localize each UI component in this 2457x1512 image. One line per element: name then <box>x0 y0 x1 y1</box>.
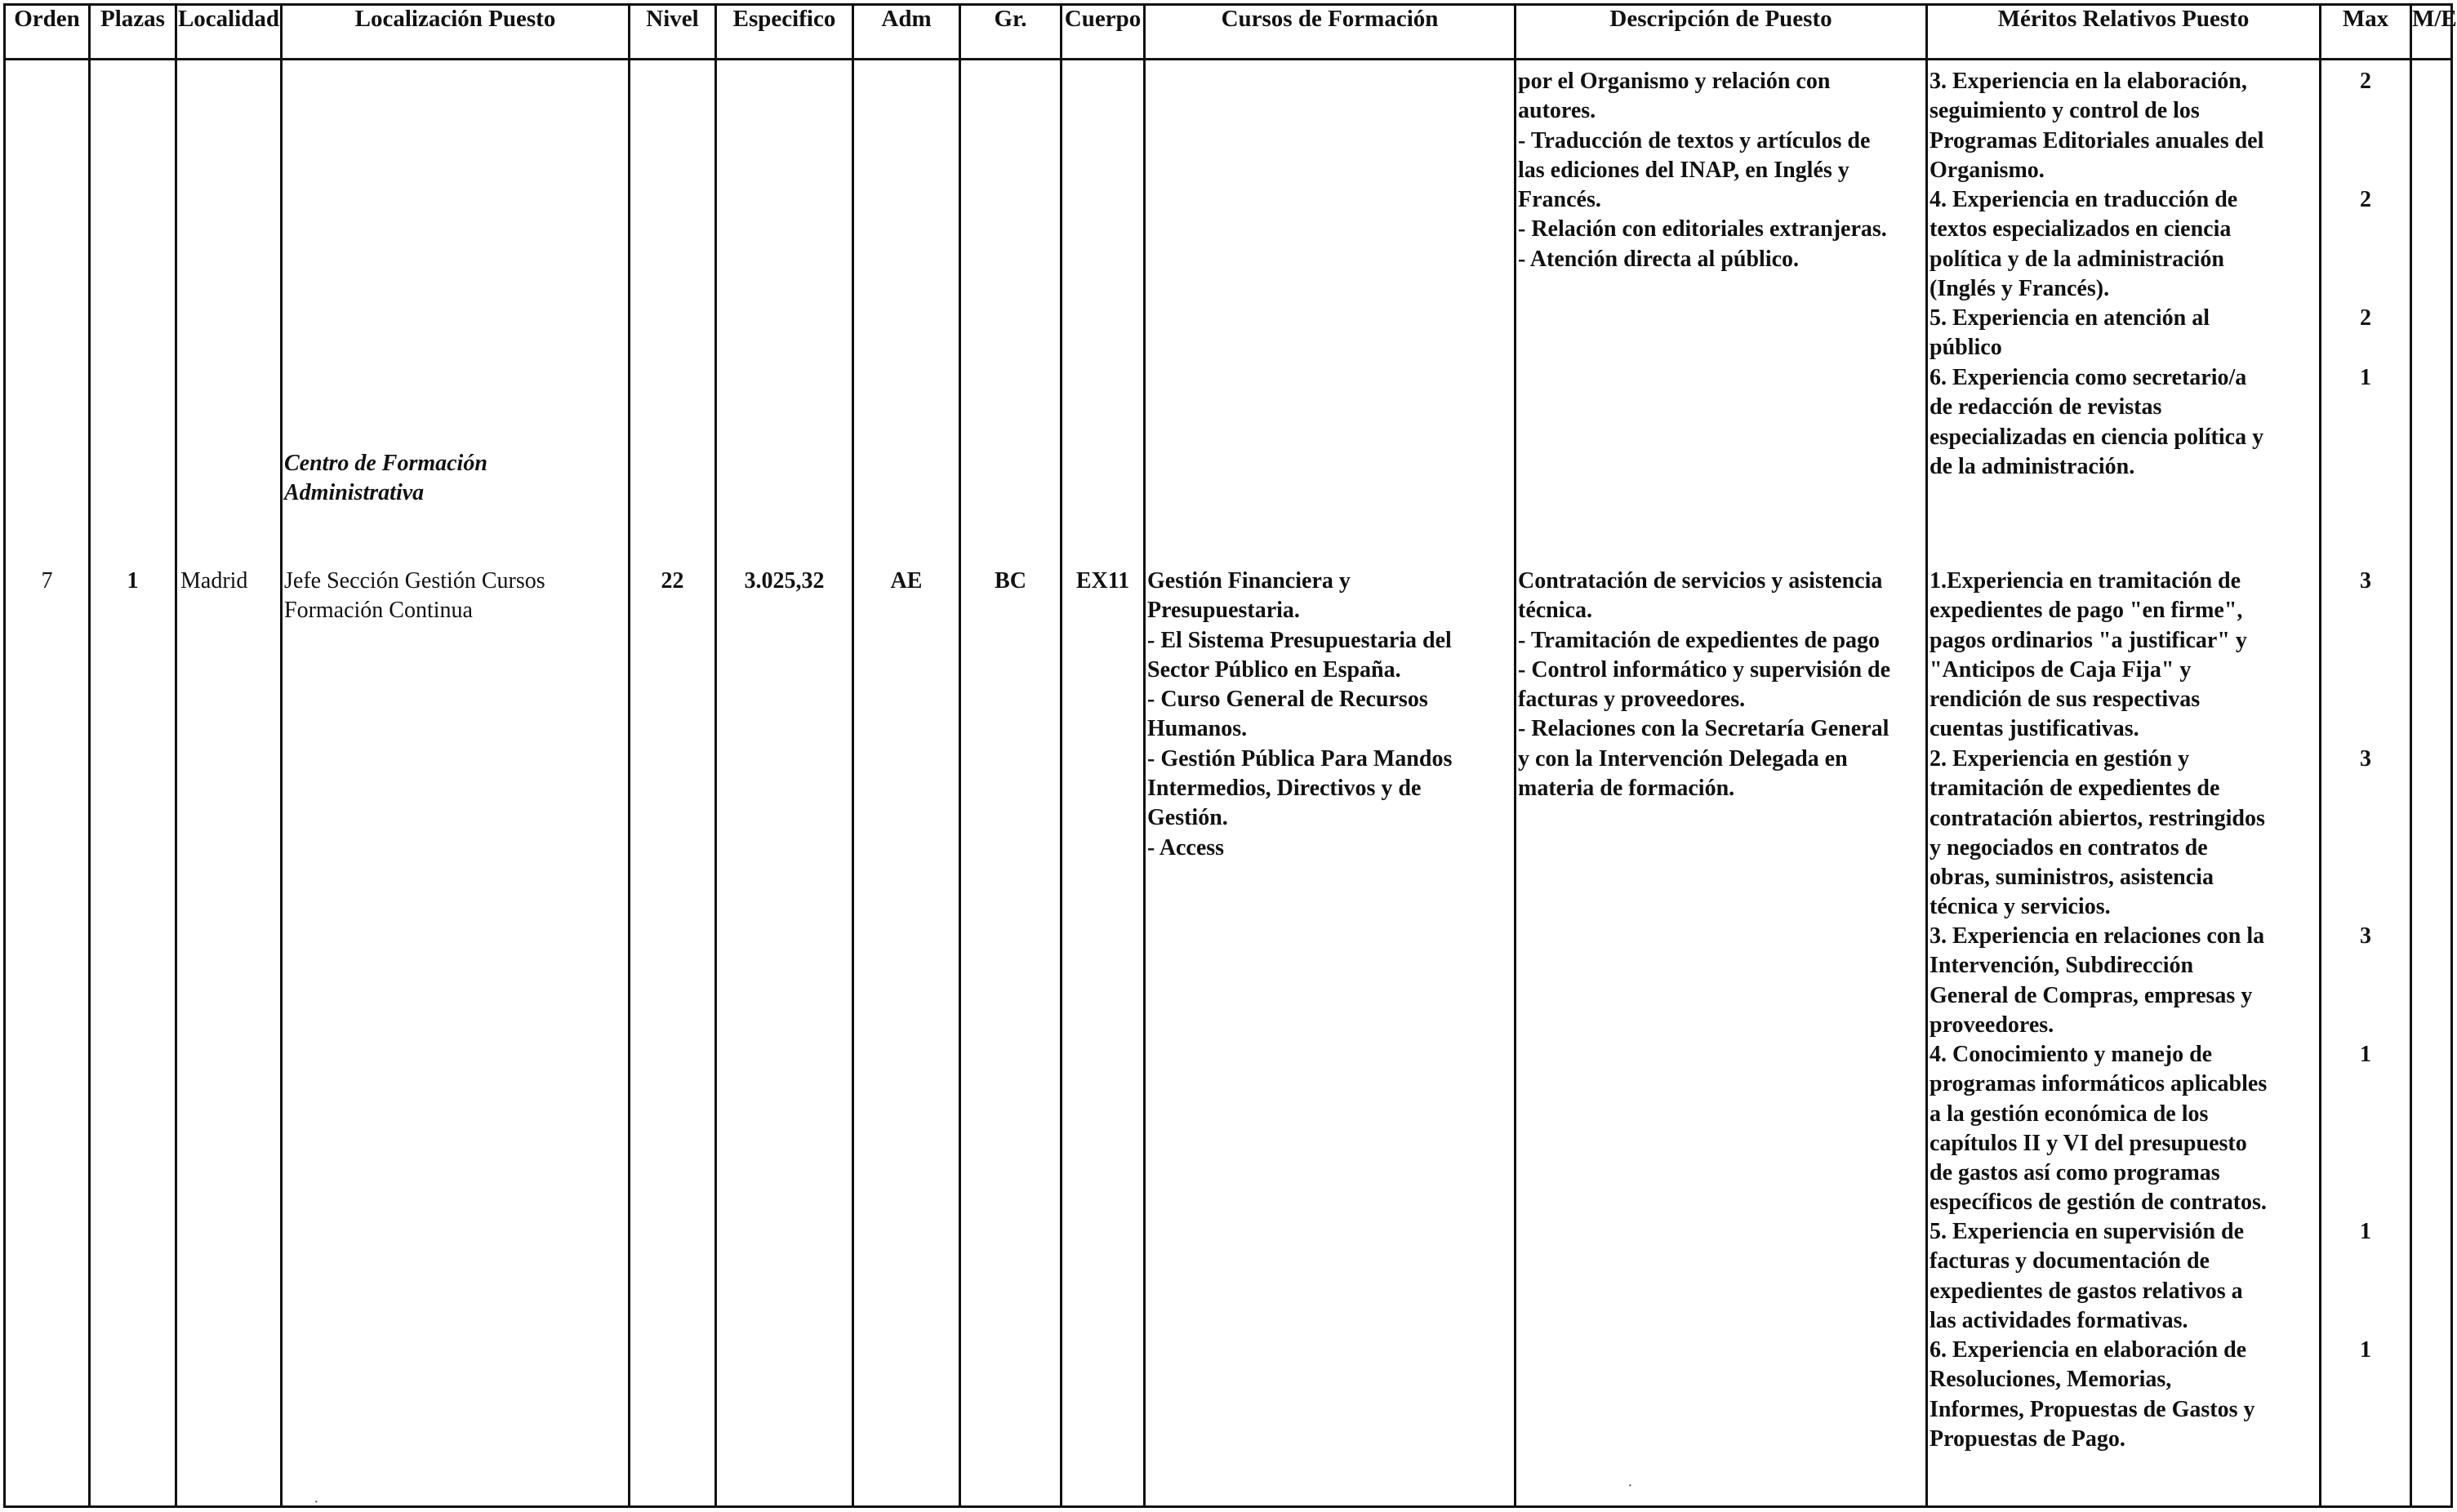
table-row <box>5 60 2452 1507</box>
header-cuerpo: Cuerpo <box>1062 5 1145 60</box>
prev-max-3: 2 <box>2360 69 2371 94</box>
prev-max-4: 2 <box>2360 187 2371 212</box>
header-cursos: Cursos de Formación <box>1145 5 1516 60</box>
header-adm: Adm <box>853 5 960 60</box>
prev-max-6: 1 <box>2360 365 2371 390</box>
orden-value: 7 <box>41 568 53 594</box>
max-2: 3 <box>2360 746 2371 772</box>
header-plazas: Plazas <box>90 5 176 60</box>
plazas-value: 1 <box>127 568 139 594</box>
especifico-value: 3.025,32 <box>744 568 825 594</box>
max-6: 1 <box>2360 1337 2371 1363</box>
header-row <box>5 5 2452 60</box>
cell-gr <box>960 60 1062 1507</box>
nivel-value: 22 <box>661 568 684 594</box>
header-max: Max <box>2321 5 2411 60</box>
merit-6: 6. Experiencia en elaboración de Resoluciones, Memorias, Informes, Propuestas de Gastos y Propuestas de Pago. <box>1930 1337 2255 1452</box>
cell-adm <box>853 60 960 1507</box>
scan-dot: · <box>1627 1477 1633 1495</box>
prev-merit-3: 3. Experiencia en la elaboración, seguimiento y control de los Programas Editoriales anuales del Organismo. <box>1930 69 2264 183</box>
cell-plazas <box>90 60 176 1507</box>
merit-4: 4. Conocimiento y manejo de programas informáticos aplicables a la gestión económica de los capítulos II y VI del presupuesto de gastos así como programas específicos de gestión de contratos. <box>1930 1042 2268 1216</box>
max-1: 3 <box>2360 568 2371 594</box>
cell-especifico <box>716 60 853 1507</box>
cell-orden <box>5 60 90 1507</box>
puesto-name: Jefe Sección Gestión Cursos Formación Continua <box>284 568 545 624</box>
job-positions-table <box>3 3 2457 1511</box>
prev-merit-4: 4. Experiencia en traducción de textos especializados en ciencia política y de la administración (Inglés y Francés). <box>1930 187 2238 301</box>
header-nivel: Nivel <box>630 5 716 60</box>
prev-merit-5: 5. Experiencia en atención al público <box>1930 305 2210 361</box>
max-3: 3 <box>2360 923 2371 949</box>
prev-merit-6: 6. Experiencia como secretario/a de redacción de revistas especializadas en ciencia política y de la administración. <box>1930 365 2264 479</box>
cell-nivel <box>630 60 716 1507</box>
header-meritos: Méritos Relativos Puesto <box>1927 5 2321 60</box>
localidad-value: Madrid <box>180 568 248 594</box>
adm-value: AE <box>890 568 923 594</box>
cell-cursos <box>1145 60 1516 1507</box>
descripcion-text: Contratación de servicios y asistencia técnica. - Tramitación de expedientes de pago - Control informático y supervisión de facturas y proveedores. - Relaciones con la Secretaría General y con la Intervención Delegada en materia de formación. <box>1518 568 1891 802</box>
cuerpo-value: EX11 <box>1075 568 1130 594</box>
merit-3: 3. Experiencia en relaciones con la Intervención, Subdirección General de Compras, empresas y proveedores. <box>1930 923 2265 1038</box>
cell-localizacion <box>282 60 630 1511</box>
merit-2: 2. Experiencia en gestión y tramitación de expedientes de contratación abiertos, restringidos y negociados en contratos de obras, suministros, asistencia técnica y servicios. <box>1930 746 2265 920</box>
cursos-list: Gestión Financiera y Presupuestaria. - El Sistema Presupuestaria del Sector Público en España. - Curso General de Recursos Humanos. - Gestión Pública Para Mandos Intermedios, Directivos y de Gestión. - Access <box>1147 568 1453 861</box>
cell-meritos <box>1927 60 2321 1507</box>
unit-name: Centro de Formación Administrativa <box>284 451 487 506</box>
header-localizacion: Localización Puesto <box>282 5 630 60</box>
header-especifico: Especifico <box>716 5 853 60</box>
cell-localidad <box>176 60 282 1507</box>
max-5: 1 <box>2360 1219 2371 1244</box>
header-gr: Gr. <box>960 5 1062 60</box>
header-localidad: Localidad <box>176 5 282 60</box>
gr-value: BC <box>995 568 1026 594</box>
merit-5: 5. Experiencia en supervisión de facturas y documentación de expedientes de gastos relativos a las actividades formativas. <box>1930 1219 2245 1333</box>
cell-max <box>2321 60 2411 1507</box>
cell-me <box>2411 60 2452 1507</box>
header-orden: Orden <box>5 5 90 60</box>
merit-1: 1.Experiencia en tramitación de expedientes de pago "en firme", pagos ordinarios "a justificar" y "Anticipos de Caja Fija" y rendición de sus respectivas cuentas justificativas. <box>1930 568 2247 742</box>
max-4: 1 <box>2360 1042 2371 1067</box>
header-descripcion: Descripción de Puesto <box>1516 5 1927 60</box>
scan-dot: · <box>314 1493 319 1511</box>
header-me: M/E <box>2411 5 2452 60</box>
prev-descripcion: por el Organismo y relación con autores. - Traducción de textos y artículos de las ediciones del INAP, en Inglés y Francés. - Relación con editoriales extranjeras. - Atención directa al público. <box>1518 69 1887 272</box>
cell-descripcion <box>1516 60 1927 1507</box>
prev-max-5: 2 <box>2360 305 2371 331</box>
cell-cuerpo <box>1062 60 1145 1507</box>
